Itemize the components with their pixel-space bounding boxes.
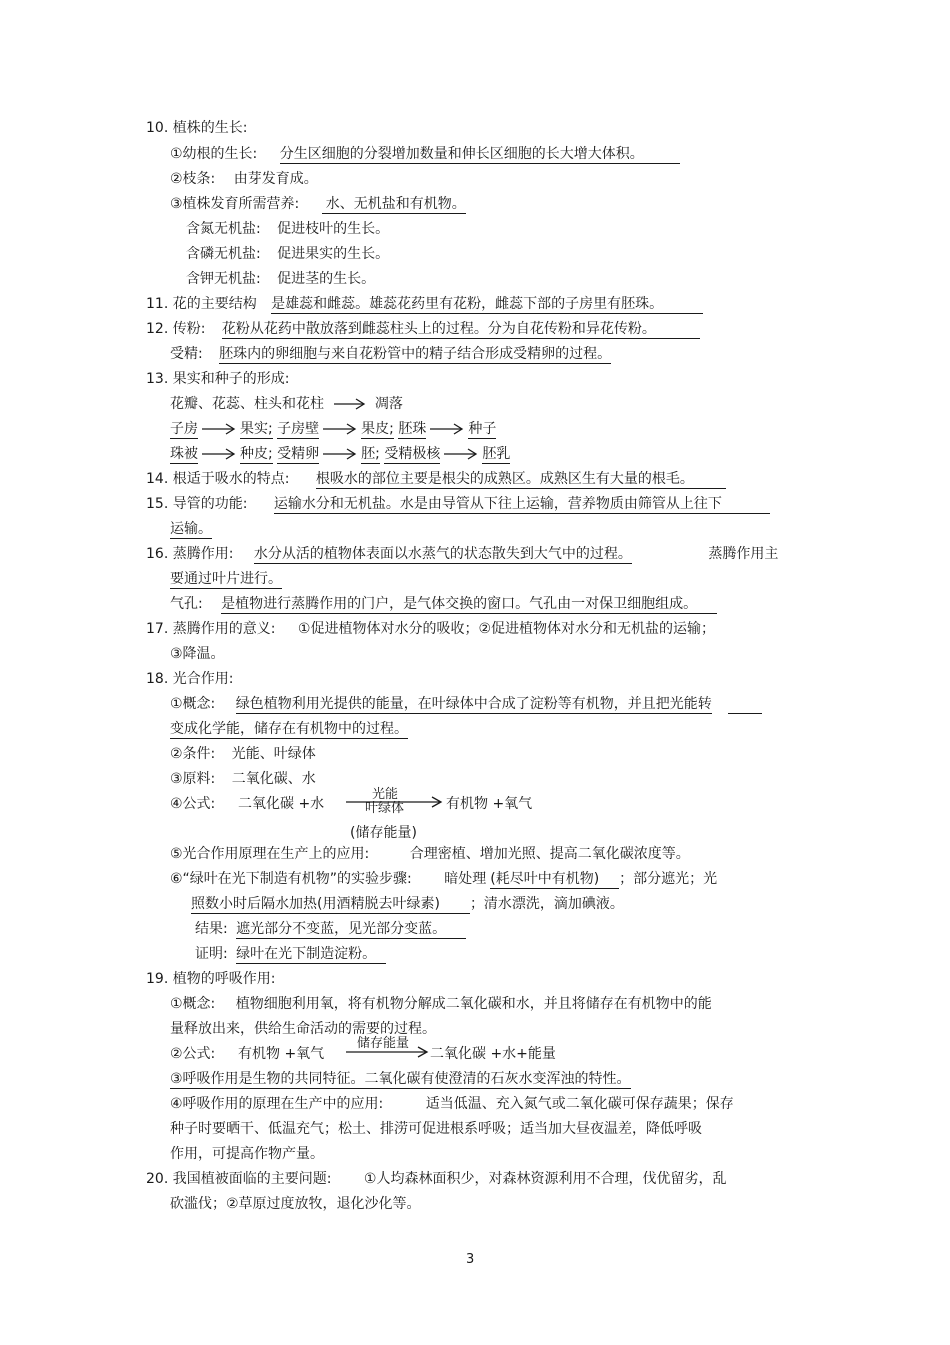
arrow-icon — [202, 448, 236, 460]
s18-c5-label: ⑤光合作用原理在生产上的应用: — [170, 846, 370, 862]
s19-formula-label: ②公式: — [170, 1046, 216, 1062]
s18-c1-text2: 变成化学能，储存在有机物中的过程。 — [170, 721, 408, 737]
s17-label: 17. 蒸腾作用的意义: — [146, 621, 276, 637]
phosphorus-text: 促进果实的生长。 — [277, 246, 390, 262]
s18-concept2 — [170, 719, 408, 739]
s13-r3-f: 胚乳 — [482, 446, 511, 462]
s18-experiment-2 — [191, 894, 624, 914]
s15-line1 — [146, 494, 770, 514]
s18-c6-f: ；清水漂洗，滴加碘液。 — [469, 896, 624, 912]
s13-r3-d: 胚; — [361, 446, 380, 462]
s14-text: 根吸水的部位主要是根尖的成熟区。成熟区生有大量的根毛。 — [316, 471, 726, 489]
arrow-icon — [202, 423, 236, 435]
arrow-icon — [430, 423, 464, 435]
s18-result — [195, 919, 466, 939]
s20-text1: ①人均森林面积少，对森林资源利用不合理，伐优留劣，乱 — [363, 1171, 727, 1187]
s13-r3-a: 珠被 — [170, 446, 198, 462]
s15-label: 15. 导管的功能: — [146, 496, 248, 512]
s18-proof-label: 证明: — [195, 946, 228, 962]
s12-label: 12. 传粉: — [146, 321, 206, 337]
nitrogen-text: 促进枝叶的生长。 — [277, 221, 390, 237]
s19-c1-label: ①概念: — [170, 996, 216, 1012]
s18-concept1 — [170, 694, 762, 714]
s18-formula-right: 有机物 +氧气 — [446, 796, 533, 812]
arrow-icon — [444, 448, 478, 460]
s10-root-text: 分生区细胞的分裂增加数量和伸长区细胞的长大增大体积。 — [280, 146, 680, 164]
s17-line1 — [146, 619, 715, 639]
s16-stoma-text: 是植物进行蒸腾作用的门户，是气体交换的窗口。气孔由一对保卫细胞组成。 — [221, 596, 717, 614]
arrow-icon — [323, 448, 357, 460]
s11-label: 11. 花的主要结构 — [146, 296, 257, 312]
s16-label: 16. 蒸腾作用: — [146, 546, 234, 562]
s18-c6-c: ；部分遮光；光 — [619, 871, 718, 887]
s19-c4-line2: 种子时要晒干、低温充气；松土、排涝可促进根系呼吸；适当加大昼夜温差，降低呼吸 — [170, 1121, 702, 1137]
s15-line2 — [170, 519, 212, 539]
s13-r2-c: 子房壁 — [277, 421, 320, 437]
s14-line — [146, 469, 726, 489]
s19-c4-line3: 作用，可提高作物产量。 — [170, 1146, 324, 1162]
s18-c1-label: ①概念: — [170, 696, 216, 712]
s13-r2-a: 子房 — [170, 421, 198, 437]
s19-c4-line1 — [170, 1094, 734, 1114]
s12-fert-line — [170, 344, 611, 364]
s13-r1-b: 凋落 — [374, 396, 403, 412]
s19-formula-right: 二氧化碳 +水+能量 — [430, 1046, 556, 1062]
s19-c3 — [170, 1069, 631, 1089]
s16-stoma — [170, 594, 717, 614]
s10-item-nutrients — [170, 194, 466, 214]
s12-text: 花粉从花药中散放落到雌蕊柱头上的过程。分为自花传粉和异花传粉。 — [222, 321, 700, 339]
s18-condition — [170, 744, 316, 764]
s10-item-root — [170, 144, 680, 164]
s18-formula-label: ④公式: — [170, 796, 216, 812]
nitrogen-label: 含氮无机盐: — [186, 221, 261, 237]
s13-row3 — [170, 444, 510, 464]
s16-line2 — [170, 569, 282, 589]
s18-c6-label: ⑥“绿叶在光下制造有机物”的实验步骤: — [170, 871, 412, 887]
s16-stoma-label: 气孔: — [170, 596, 203, 612]
s18-application — [170, 844, 690, 864]
s13-r2-d: 果皮; — [361, 421, 394, 437]
s17-line2: ③降温。 — [170, 646, 225, 662]
s13-row1 — [170, 394, 403, 414]
s19-c4-text1: 适当低温、充入氮气或二氧化碳可保存蔬果；保存 — [425, 1096, 734, 1112]
s19-title: 19. 植物的呼吸作用: — [146, 971, 276, 987]
s19-c4-label: ④呼吸作用的原理在生产中的应用: — [170, 1096, 384, 1112]
s10-branch-text: 由芽发育成。 — [233, 171, 318, 187]
s11-text: 是雄蕊和雌蕊。雄蕊花药里有花粉，雌蕊下部的子房里有胚珠。 — [271, 296, 703, 314]
s18-res-label: 结果: — [195, 921, 228, 937]
s10-phosphorus — [186, 244, 389, 264]
s18-proof — [195, 944, 386, 964]
s18-title: 18. 光合作用: — [146, 671, 234, 687]
s14-label: 14. 根适于吸水的特点: — [146, 471, 290, 487]
s19-formula-left: 有机物 +氧气 — [238, 1046, 325, 1062]
arrow-icon — [332, 398, 366, 410]
arrow-icon — [323, 423, 357, 435]
s10-root-label: ①幼根的生长: — [170, 146, 258, 162]
s16-text1b: 蒸腾作用主 — [708, 546, 779, 562]
s18-formula-left: 二氧化碳 +水 — [238, 796, 325, 812]
s10-title: 10. 植株的生长: — [146, 120, 248, 136]
s18-materials — [170, 769, 316, 789]
s18-c6-d: 照数小时后隔水加热 — [191, 896, 317, 912]
s19-concept1 — [170, 994, 712, 1014]
s18-formula-note: (储存能量) — [350, 825, 417, 841]
s13-r1-a: 花瓣、花蕊、柱头和花柱 — [170, 396, 324, 412]
s18-formula-bottom: 叶绿体 — [365, 801, 405, 816]
s18-c6-e: (用酒精脱去叶绿素) — [317, 896, 470, 914]
s11-line — [146, 294, 703, 314]
s10-item-branch — [170, 169, 318, 189]
s18-c6-b: (耗尽叶中有机物) — [490, 871, 619, 889]
s18-experiment-1 — [170, 869, 717, 889]
s15-text2: 运输。 — [170, 521, 212, 537]
s16-text1: 水分从活的植物体表面以水蒸气的状态散失到大气中的过程。 — [253, 546, 632, 562]
s18-c2-label: ②条件: — [170, 746, 216, 762]
s13-r2-f: 种子 — [468, 421, 497, 437]
s13-r3-c: 受精卵 — [277, 446, 320, 462]
s15-text1: 运输水分和无机盐。水是由导管从下往上运输，营养物质由筛管从上往下 — [274, 496, 770, 514]
s19-c3-text: ③呼吸作用是生物的共同特征。二氧化碳有使澄清的石灰水变浑浊的特性。 — [170, 1071, 631, 1087]
s18-c5-text: 合理密植、增加光照、提高二氧化碳浓度等。 — [409, 846, 690, 862]
s13-title: 13. 果实和种子的形成: — [146, 371, 290, 387]
s17-text1: ①促进植物体对水分的吸收；②促进植物体对水分和无机盐的运输； — [297, 621, 715, 637]
s18-c1-blank — [728, 696, 762, 714]
s16-text2: 要通过叶片进行。 — [170, 571, 282, 587]
phosphorus-label: 含磷无机盐: — [186, 246, 261, 262]
s18-c3-text: 二氧化碳、水 — [231, 771, 316, 787]
s12-line — [146, 319, 700, 339]
s12-fert-text: 胚珠内的卵细胞与来自花粉管中的精子结合形成受精卵的过程。 — [219, 346, 612, 362]
s18-c1-text1: 绿色植物利用光提供的能量，在叶绿体中合成了淀粉等有机物，并且把光能转 — [235, 696, 712, 712]
s18-res-text: 遮光部分不变蓝，见光部分变蓝。 — [236, 921, 466, 939]
s13-row2 — [170, 419, 496, 439]
s19-c1-text1: 植物细胞利用氧，将有机物分解成二氧化碳和水，并且将储存在有机物中的能 — [235, 996, 712, 1012]
s10-nutrients-label: ③植株发育所需营养: — [170, 196, 300, 212]
s16-line1 — [146, 544, 778, 564]
s20-line2: 砍滥伐；②草原过度放牧，退化沙化等。 — [170, 1196, 421, 1212]
s10-potassium — [186, 269, 375, 289]
s12-fert-label: 受精: — [170, 346, 203, 362]
s20-label: 20. 我国植被面临的主要问题: — [146, 1171, 332, 1187]
potassium-label: 含钾无机盐: — [186, 271, 261, 287]
s19-concept2: 量释放出来，供给生命活动的需要的过程。 — [170, 1021, 436, 1037]
s18-c2-text: 光能、叶绿体 — [231, 746, 316, 762]
s13-r2-b: 果实; — [240, 421, 273, 437]
s13-r3-b: 种皮; — [240, 446, 273, 462]
s18-formula-top: 光能 — [372, 787, 399, 802]
s18-c6-a: 暗处理 — [444, 871, 487, 887]
s10-nitrogen — [186, 219, 389, 239]
s13-r2-e: 胚珠 — [398, 421, 427, 437]
potassium-text: 促进茎的生长。 — [277, 271, 376, 287]
s10-nutrients-text: 水、无机盐和有机物。 — [322, 196, 466, 214]
s18-c3-label: ③原料: — [170, 771, 216, 787]
s13-r3-e: 受精极核 — [384, 446, 441, 462]
page-number: 3 — [466, 1252, 475, 1267]
s20-line1 — [146, 1169, 726, 1189]
s19-formula-top: 储存能量 — [357, 1036, 410, 1051]
s18-proof-text: 绿叶在光下制造淀粉。 — [236, 946, 386, 964]
s10-branch-label: ②枝条: — [170, 171, 216, 187]
